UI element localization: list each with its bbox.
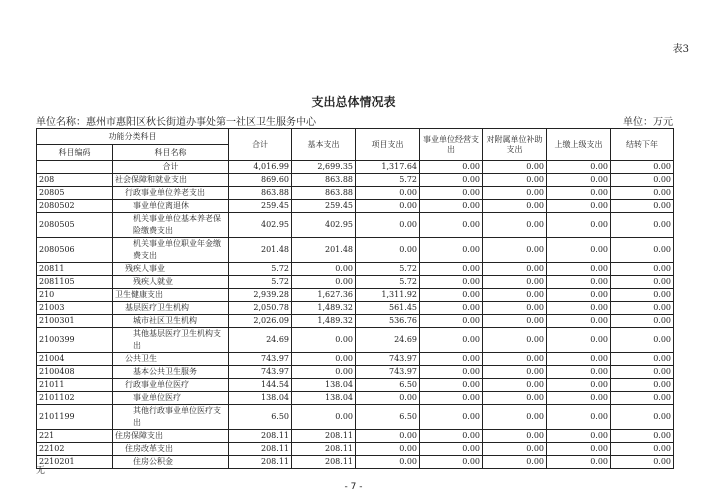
amount-cell: 0.00 bbox=[356, 392, 420, 405]
amount-cell: 6.50 bbox=[356, 405, 420, 430]
amount-cell: 0.00 bbox=[547, 405, 611, 430]
amount-cell: 0.00 bbox=[420, 353, 483, 366]
amount-cell: 561.45 bbox=[356, 302, 420, 315]
amount-cell: 144.54 bbox=[229, 379, 292, 392]
header-subsidy: 对附属单位补助支出 bbox=[483, 129, 547, 161]
subject-name: 事业单位医疗 bbox=[113, 392, 229, 405]
amount-cell: 0.00 bbox=[483, 289, 547, 302]
amount-cell: 0.00 bbox=[483, 276, 547, 289]
amount-cell: 0.00 bbox=[420, 289, 483, 302]
amount-cell: 0.00 bbox=[420, 328, 483, 353]
amount-cell: 0.00 bbox=[483, 392, 547, 405]
amount-cell: 138.04 bbox=[292, 379, 356, 392]
header-project: 项目支出 bbox=[356, 129, 420, 161]
subject-code: 2081105 bbox=[37, 276, 113, 289]
amount-cell: 0.00 bbox=[356, 213, 420, 238]
amount-cell: 0.00 bbox=[611, 392, 674, 405]
amount-cell: 2,050.78 bbox=[229, 302, 292, 315]
header-upper: 上缴上级支出 bbox=[547, 129, 611, 161]
table-row bbox=[37, 366, 674, 379]
amount-cell: 0.00 bbox=[483, 379, 547, 392]
subject-code: 20811 bbox=[37, 263, 113, 276]
amount-cell: 1,489.32 bbox=[292, 315, 356, 328]
table-row bbox=[37, 213, 674, 238]
table-row bbox=[37, 238, 674, 263]
table-number: 表3 bbox=[672, 44, 689, 55]
subject-code: 2210201 bbox=[37, 456, 113, 469]
amount-cell: 863.88 bbox=[229, 187, 292, 200]
amount-cell: 0.00 bbox=[611, 213, 674, 238]
subject-name: 机关事业单位基本养老保险缴费支出 bbox=[113, 213, 229, 238]
amount-cell: 0.00 bbox=[611, 238, 674, 263]
amount-cell: 0.00 bbox=[420, 213, 483, 238]
amount-cell: 0.00 bbox=[420, 200, 483, 213]
amount-cell: 0.00 bbox=[547, 302, 611, 315]
amount-cell: 0.00 bbox=[483, 161, 547, 174]
table-row bbox=[37, 174, 674, 187]
amount-cell: 0.00 bbox=[611, 263, 674, 276]
subject-name: 行政事业单位医疗 bbox=[113, 379, 229, 392]
currency-unit: 单位：万元 bbox=[623, 117, 673, 128]
amount-cell: 0.00 bbox=[547, 200, 611, 213]
subject-name: 社会保障和就业支出 bbox=[113, 174, 229, 187]
amount-cell: 208.11 bbox=[229, 443, 292, 456]
amount-cell: 0.00 bbox=[547, 174, 611, 187]
amount-cell: 208.11 bbox=[229, 430, 292, 443]
subject-name: 基本公共卫生服务 bbox=[113, 366, 229, 379]
amount-cell: 0.00 bbox=[483, 456, 547, 469]
subject-name: 住房改革支出 bbox=[113, 443, 229, 456]
amount-cell: 0.00 bbox=[483, 353, 547, 366]
subject-name: 其他基层医疗卫生机构支出 bbox=[113, 328, 229, 353]
amount-cell: 1,311.92 bbox=[356, 289, 420, 302]
amount-cell: 0.00 bbox=[356, 200, 420, 213]
subject-code: 20805 bbox=[37, 187, 113, 200]
amount-cell: 6.50 bbox=[356, 379, 420, 392]
amount-cell: 0.00 bbox=[292, 353, 356, 366]
subject-name: 基层医疗卫生机构 bbox=[113, 302, 229, 315]
subject-code: 2101199 bbox=[37, 405, 113, 430]
amount-cell: 259.45 bbox=[292, 200, 356, 213]
amount-cell: 0.00 bbox=[483, 238, 547, 263]
table-row bbox=[37, 353, 674, 366]
amount-cell: 0.00 bbox=[547, 443, 611, 456]
subject-code: 221 bbox=[37, 430, 113, 443]
amount-cell: 0.00 bbox=[547, 289, 611, 302]
amount-cell: 24.69 bbox=[356, 328, 420, 353]
amount-cell: 0.00 bbox=[292, 263, 356, 276]
table-row bbox=[37, 392, 674, 405]
subject-name: 事业单位离退休 bbox=[113, 200, 229, 213]
subject-name: 机关事业单位职业年金缴费支出 bbox=[113, 238, 229, 263]
amount-cell: 0.00 bbox=[420, 392, 483, 405]
amount-cell: 0.00 bbox=[611, 443, 674, 456]
amount-cell: 0.00 bbox=[483, 174, 547, 187]
subject-code: 2100301 bbox=[37, 315, 113, 328]
subject-code: 21011 bbox=[37, 379, 113, 392]
amount-cell: 201.48 bbox=[229, 238, 292, 263]
amount-cell: 402.95 bbox=[229, 213, 292, 238]
amount-cell: 0.00 bbox=[611, 161, 674, 174]
table-row bbox=[37, 379, 674, 392]
amount-cell: 743.97 bbox=[229, 353, 292, 366]
amount-cell: 0.00 bbox=[356, 238, 420, 263]
amount-cell: 0.00 bbox=[547, 187, 611, 200]
table-row bbox=[37, 276, 674, 289]
table-row bbox=[37, 187, 674, 200]
table-row bbox=[37, 456, 674, 469]
amount-cell: 0.00 bbox=[483, 302, 547, 315]
amount-cell: 0.00 bbox=[420, 379, 483, 392]
amount-cell: 259.45 bbox=[229, 200, 292, 213]
amount-cell: 0.00 bbox=[611, 289, 674, 302]
amount-cell: 2,026.09 bbox=[229, 315, 292, 328]
amount-cell: 138.04 bbox=[292, 392, 356, 405]
header-function-group: 功能分类科目 bbox=[37, 129, 229, 145]
table-row bbox=[37, 263, 674, 276]
amount-cell: 0.00 bbox=[356, 456, 420, 469]
amount-cell: 0.00 bbox=[420, 430, 483, 443]
header-total: 合计 bbox=[229, 129, 292, 161]
amount-cell: 0.00 bbox=[547, 353, 611, 366]
subject-name: 卫生健康支出 bbox=[113, 289, 229, 302]
amount-cell: 869.60 bbox=[229, 174, 292, 187]
amount-cell: 208.11 bbox=[229, 456, 292, 469]
amount-cell: 0.00 bbox=[420, 405, 483, 430]
amount-cell: 0.00 bbox=[483, 263, 547, 276]
subject-name: 残疾人就业 bbox=[113, 276, 229, 289]
amount-cell: 0.00 bbox=[547, 263, 611, 276]
amount-cell: 2,699.35 bbox=[292, 161, 356, 174]
table-row bbox=[37, 161, 674, 174]
page-number: - 7 - bbox=[344, 482, 363, 492]
amount-cell: 0.00 bbox=[420, 263, 483, 276]
table-row bbox=[37, 315, 674, 328]
amount-cell: 0.00 bbox=[356, 430, 420, 443]
amount-cell: 0.00 bbox=[420, 443, 483, 456]
amount-cell: 0.00 bbox=[483, 405, 547, 430]
amount-cell: 0.00 bbox=[420, 315, 483, 328]
amount-cell: 5.72 bbox=[229, 263, 292, 276]
amount-cell: 0.00 bbox=[547, 238, 611, 263]
amount-cell: 0.00 bbox=[483, 315, 547, 328]
subject-name: 住房公积金 bbox=[113, 456, 229, 469]
amount-cell: 0.00 bbox=[611, 174, 674, 187]
amount-cell: 0.00 bbox=[420, 302, 483, 315]
subject-code: 22102 bbox=[37, 443, 113, 456]
subject-code: 2101102 bbox=[37, 392, 113, 405]
amount-cell: 0.00 bbox=[483, 200, 547, 213]
amount-cell: 0.00 bbox=[356, 443, 420, 456]
subject-code: 2080502 bbox=[37, 200, 113, 213]
amount-cell: 1,317.64 bbox=[356, 161, 420, 174]
amount-cell: 0.00 bbox=[547, 315, 611, 328]
amount-cell: 208.11 bbox=[292, 443, 356, 456]
amount-cell: 0.00 bbox=[292, 328, 356, 353]
subject-name: 合计 bbox=[113, 161, 229, 174]
amount-cell: 0.00 bbox=[547, 213, 611, 238]
amount-cell: 536.76 bbox=[356, 315, 420, 328]
amount-cell: 0.00 bbox=[483, 187, 547, 200]
amount-cell: 0.00 bbox=[547, 392, 611, 405]
table-row bbox=[37, 328, 674, 353]
subject-code: 21003 bbox=[37, 302, 113, 315]
amount-cell: 0.00 bbox=[547, 328, 611, 353]
subject-name: 城市社区卫生机构 bbox=[113, 315, 229, 328]
amount-cell: 0.00 bbox=[611, 405, 674, 430]
amount-cell: 0.00 bbox=[611, 328, 674, 353]
amount-cell: 138.04 bbox=[229, 392, 292, 405]
amount-cell: 0.00 bbox=[547, 456, 611, 469]
subject-code: 21004 bbox=[37, 353, 113, 366]
amount-cell: 5.72 bbox=[356, 263, 420, 276]
expenditure-table bbox=[36, 128, 674, 469]
page-title: 支出总体情况表 bbox=[311, 95, 396, 109]
subject-name: 行政事业单位养老支出 bbox=[113, 187, 229, 200]
amount-cell: 863.88 bbox=[292, 187, 356, 200]
amount-cell: 0.00 bbox=[420, 174, 483, 187]
amount-cell: 0.00 bbox=[611, 315, 674, 328]
amount-cell: 0.00 bbox=[611, 200, 674, 213]
amount-cell: 0.00 bbox=[483, 213, 547, 238]
table-row bbox=[37, 430, 674, 443]
amount-cell: 0.00 bbox=[483, 430, 547, 443]
amount-cell: 0.00 bbox=[420, 276, 483, 289]
note: 无 bbox=[36, 466, 46, 476]
amount-cell: 0.00 bbox=[292, 276, 356, 289]
subject-code bbox=[37, 161, 113, 174]
amount-cell: 863.88 bbox=[292, 174, 356, 187]
amount-cell: 0.00 bbox=[547, 379, 611, 392]
amount-cell: 2,939.28 bbox=[229, 289, 292, 302]
amount-cell: 0.00 bbox=[611, 430, 674, 443]
subject-code: 208 bbox=[37, 174, 113, 187]
amount-cell: 0.00 bbox=[611, 187, 674, 200]
table-row bbox=[37, 302, 674, 315]
subject-code: 2100399 bbox=[37, 328, 113, 353]
table-row bbox=[37, 289, 674, 302]
subject-name: 其他行政事业单位医疗支出 bbox=[113, 405, 229, 430]
amount-cell: 0.00 bbox=[356, 187, 420, 200]
subject-code: 2080505 bbox=[37, 213, 113, 238]
unit-name: 单位名称：惠州市惠阳区秋长街道办事处第一社区卫生服务中心 bbox=[36, 117, 316, 128]
amount-cell: 0.00 bbox=[420, 366, 483, 379]
amount-cell: 0.00 bbox=[483, 328, 547, 353]
subject-name: 住房保障支出 bbox=[113, 430, 229, 443]
amount-cell: 0.00 bbox=[483, 366, 547, 379]
amount-cell: 0.00 bbox=[547, 161, 611, 174]
header-operating: 事业单位经营支出 bbox=[420, 129, 483, 161]
amount-cell: 0.00 bbox=[420, 161, 483, 174]
amount-cell: 0.00 bbox=[420, 456, 483, 469]
header-name: 科目名称 bbox=[113, 145, 229, 161]
amount-cell: 0.00 bbox=[292, 405, 356, 430]
amount-cell: 0.00 bbox=[420, 238, 483, 263]
header-code: 科目编码 bbox=[37, 145, 113, 161]
amount-cell: 4,016.99 bbox=[229, 161, 292, 174]
amount-cell: 0.00 bbox=[611, 366, 674, 379]
subject-code: 210 bbox=[37, 289, 113, 302]
subject-name: 公共卫生 bbox=[113, 353, 229, 366]
subject-code: 2080506 bbox=[37, 238, 113, 263]
amount-cell: 208.11 bbox=[292, 456, 356, 469]
amount-cell: 0.00 bbox=[611, 379, 674, 392]
amount-cell: 24.69 bbox=[229, 328, 292, 353]
amount-cell: 6.50 bbox=[229, 405, 292, 430]
amount-cell: 0.00 bbox=[547, 276, 611, 289]
amount-cell: 402.95 bbox=[292, 213, 356, 238]
amount-cell: 0.00 bbox=[611, 456, 674, 469]
amount-cell: 0.00 bbox=[420, 187, 483, 200]
amount-cell: 0.00 bbox=[611, 353, 674, 366]
amount-cell: 743.97 bbox=[229, 366, 292, 379]
table-row bbox=[37, 443, 674, 456]
header-basic: 基本支出 bbox=[292, 129, 356, 161]
subject-name: 残疾人事业 bbox=[113, 263, 229, 276]
amount-cell: 0.00 bbox=[292, 366, 356, 379]
amount-cell: 0.00 bbox=[547, 430, 611, 443]
subject-code: 2100408 bbox=[37, 366, 113, 379]
header-carry: 结转下年 bbox=[611, 129, 674, 161]
amount-cell: 743.97 bbox=[356, 366, 420, 379]
amount-cell: 5.72 bbox=[356, 174, 420, 187]
table-row bbox=[37, 200, 674, 213]
amount-cell: 0.00 bbox=[611, 276, 674, 289]
amount-cell: 0.00 bbox=[547, 366, 611, 379]
table-row bbox=[37, 405, 674, 430]
amount-cell: 0.00 bbox=[483, 443, 547, 456]
amount-cell: 5.72 bbox=[229, 276, 292, 289]
amount-cell: 208.11 bbox=[292, 430, 356, 443]
amount-cell: 0.00 bbox=[611, 302, 674, 315]
amount-cell: 1,489.32 bbox=[292, 302, 356, 315]
amount-cell: 1,627.36 bbox=[292, 289, 356, 302]
amount-cell: 5.72 bbox=[356, 276, 420, 289]
amount-cell: 201.48 bbox=[292, 238, 356, 263]
amount-cell: 743.97 bbox=[356, 353, 420, 366]
